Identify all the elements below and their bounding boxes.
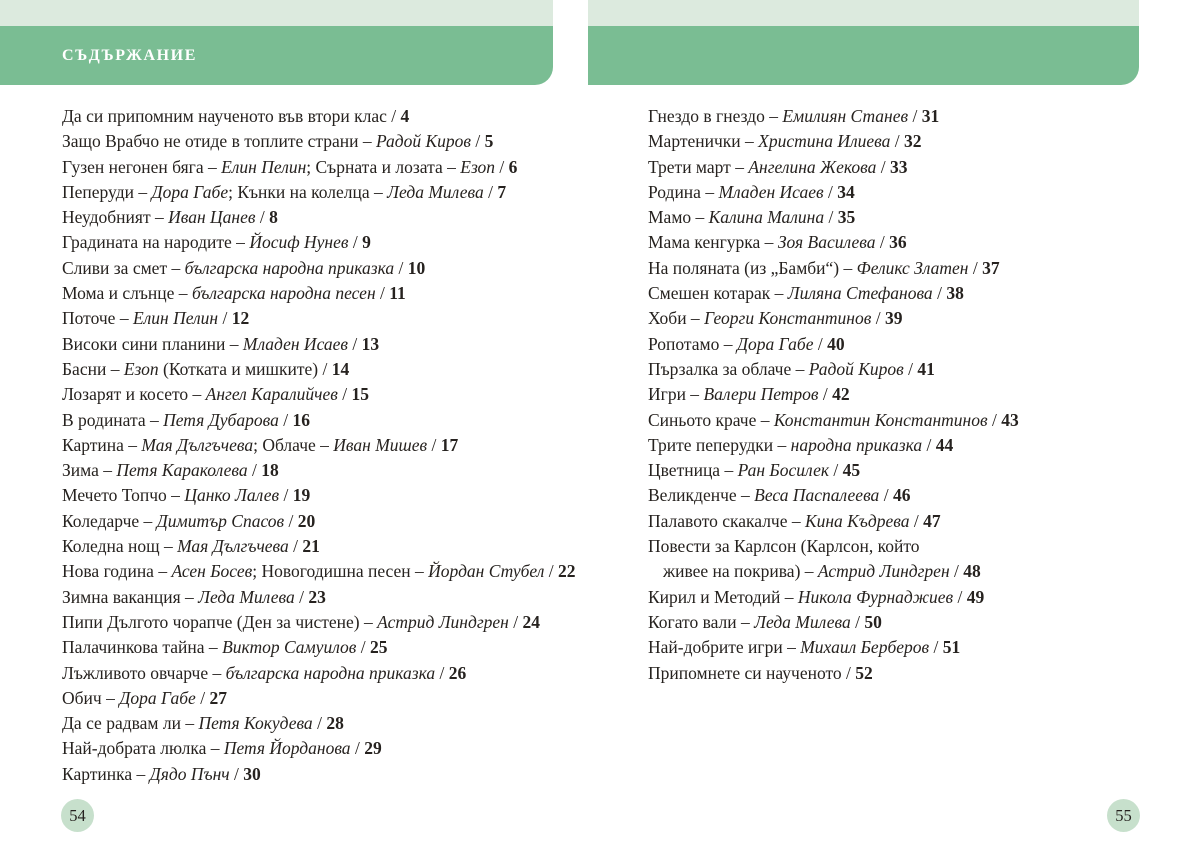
- author-name: Петя Йорданова: [223, 738, 351, 759]
- page-ref: 21: [302, 536, 320, 557]
- toc-entry: [62, 230, 576, 255]
- toc-entry: [62, 205, 576, 230]
- toc-entry: [648, 610, 1019, 635]
- toc-entry: [648, 129, 1019, 154]
- toc-entry: [648, 534, 1019, 559]
- entry-title-text: Обич –: [62, 687, 120, 708]
- page-ref: 42: [832, 384, 850, 405]
- entry-title-text: Пеперуди –: [62, 181, 152, 202]
- toc-column-right: [648, 104, 1019, 686]
- toc-entry: [62, 509, 576, 534]
- entry-title-text: /: [284, 510, 298, 531]
- entry-title-text: Игри –: [648, 384, 704, 405]
- entry-title-text: Мома и слънце –: [62, 283, 192, 304]
- entry-title-text: ; Сърната и лозата –: [306, 156, 461, 177]
- author-name: Петя Дубарова: [163, 409, 279, 430]
- entry-title-text: Коледна нощ –: [62, 536, 178, 557]
- author-name: Иван Цанев: [168, 207, 256, 228]
- header-bar-left: [0, 26, 553, 85]
- author-name: Младен Исаев: [242, 333, 349, 354]
- page-ref: 51: [942, 637, 961, 658]
- entry-title-text: /: [294, 586, 309, 607]
- page-ref: 50: [864, 611, 882, 632]
- entry-title-text: Градината на народите –: [62, 232, 250, 253]
- toc-entry: [648, 256, 1019, 281]
- entry-title-text: Пързалка за облаче –: [648, 358, 809, 379]
- toc-entry: [62, 585, 576, 610]
- author-name: Ангелина Жекова: [748, 156, 877, 177]
- page-ref: 47: [923, 510, 941, 531]
- page-ref: 8: [269, 207, 278, 228]
- entry-title-text: /: [544, 561, 559, 582]
- toc-entry: [648, 483, 1019, 508]
- entry-title-text: /: [229, 763, 244, 784]
- entry-title-text: /: [508, 611, 523, 632]
- page-ref: 12: [231, 308, 250, 329]
- toc-entry: [648, 306, 1019, 331]
- entry-title-text: Да се радвам ли –: [62, 713, 199, 734]
- entry-title-text: Да си припомним наученото във втори клас /: [62, 106, 401, 126]
- author-name: Цанко Лалев: [184, 485, 280, 506]
- author-name: Йордан Стубел: [428, 561, 545, 582]
- author-name: Христина Илиева: [758, 131, 891, 152]
- author-name: Емилиян Станев: [782, 106, 909, 126]
- toc-entry: [648, 559, 1019, 584]
- page-ref: 14: [331, 358, 350, 379]
- page-ref: 18: [261, 460, 279, 481]
- toc-entry: [62, 332, 576, 357]
- toc-entry: [62, 155, 576, 180]
- entry-title-text: Зима –: [62, 460, 117, 481]
- toc-entry: [62, 306, 576, 331]
- entry-title-text: /: [953, 586, 967, 607]
- page-ref: 16: [292, 409, 310, 430]
- page-ref: 45: [842, 460, 861, 481]
- entry-title-text: /: [929, 637, 943, 658]
- page-number-badge-right: 55: [1107, 799, 1140, 832]
- page-ref: 44: [935, 434, 954, 455]
- entry-title-text: /: [470, 131, 485, 152]
- entry-title-text: Великденче –: [648, 485, 755, 506]
- page-ref: 25: [370, 637, 388, 658]
- author-name: Феликс Златен: [856, 257, 969, 278]
- entry-title-text: /: [818, 384, 833, 405]
- toc-entry: [62, 382, 576, 407]
- author-name: Леда Милева: [754, 611, 851, 632]
- author-name: Елин Пелин: [221, 156, 307, 177]
- entry-title-text: Най-добрите игри –: [648, 637, 801, 658]
- toc-entry: [62, 483, 576, 508]
- page-ref: 6: [508, 156, 518, 177]
- author-name: Зоя Василева: [777, 232, 876, 253]
- toc-entry: [62, 736, 576, 761]
- entry-title-text: Родина –: [648, 181, 719, 202]
- entry-title-text: Картинка –: [62, 763, 150, 784]
- entry-title-text: Мартенички –: [648, 131, 759, 152]
- author-name: Леда Милева: [198, 586, 295, 607]
- page-ref: 31: [921, 106, 940, 126]
- entry-title-text: Смешен котарак –: [648, 283, 788, 304]
- author-name: Виктор Самуилов: [222, 637, 357, 658]
- author-name: Асен Босев: [171, 561, 253, 582]
- author-name: Радой Киров: [376, 131, 471, 152]
- header-accent-strip-left: [0, 0, 553, 26]
- author-name: Леда Милева: [387, 181, 484, 202]
- entry-title-text: живее на покрива) –: [663, 561, 818, 582]
- toc-entry: [62, 534, 576, 559]
- toc-entry: [648, 458, 1019, 483]
- author-name: Младен Исаев: [718, 181, 824, 202]
- page-ref: 5: [484, 131, 494, 152]
- page-ref: 23: [308, 586, 326, 607]
- author-name: Петя Кокудева: [198, 713, 313, 734]
- toc-entry: [62, 180, 576, 205]
- entry-title-text: /: [288, 536, 303, 557]
- author-name: Валери Петров: [703, 384, 819, 405]
- entry-title-text: /: [255, 207, 270, 228]
- page-ref: 36: [889, 232, 907, 253]
- page-ref: 9: [362, 232, 371, 253]
- entry-title-text: Синьото краче –: [648, 409, 774, 430]
- page-ref: 48: [963, 561, 981, 582]
- entry-title-text: Високи сини планини –: [62, 333, 243, 354]
- page-ref: 33: [889, 156, 908, 177]
- entry-title-text: Лозарят и косето –: [62, 384, 206, 405]
- toc-entry: [648, 180, 1019, 205]
- author-name: Лиляна Стефанова: [787, 283, 933, 304]
- author-name: Ран Босилек: [737, 460, 830, 481]
- toc-entry: [62, 357, 576, 382]
- author-name: Езоп: [460, 156, 496, 177]
- author-name: Иван Мишев: [333, 434, 428, 455]
- toc-entry: [62, 610, 576, 635]
- entry-title-text: /: [909, 510, 924, 531]
- author-name: Ангел Каралийчев: [205, 384, 338, 405]
- entry-title-text: (Котката и мишките) /: [158, 358, 332, 379]
- entry-title-text: /: [968, 257, 983, 278]
- author-name: Димитър Спасов: [156, 510, 285, 531]
- page-ref: 7: [497, 181, 507, 202]
- author-name: Мая Дългъчева: [141, 434, 254, 455]
- page-ref: 40: [827, 333, 845, 354]
- entry-title-text: /: [375, 283, 390, 304]
- toc-entry: [62, 256, 576, 281]
- header-band-right: [588, 0, 1139, 85]
- entry-title-text: /: [987, 409, 1002, 430]
- author-name: българска народна приказка: [225, 662, 436, 683]
- toc-entry: [62, 129, 576, 154]
- author-name: Дядо Пънч: [149, 763, 230, 784]
- author-name: Кина Къдрева: [805, 510, 910, 531]
- entry-title-text: Пипи Дългото чорапче (Ден за чистене) –: [62, 611, 378, 632]
- entry-title-text: /: [247, 460, 262, 481]
- toc-entry: [648, 509, 1019, 534]
- toc-entry: [648, 332, 1019, 357]
- page-ref: 4: [400, 106, 410, 126]
- entry-title-text: ; Кънки на колелца –: [228, 181, 388, 202]
- author-name: Никола Фурнаджиев: [797, 586, 954, 607]
- page-ref: 13: [361, 333, 380, 354]
- entry-title-text: Хоби –: [648, 308, 705, 329]
- toc-entry: [648, 433, 1019, 458]
- page-ref: 17: [440, 434, 459, 455]
- toc-entry: [648, 155, 1019, 180]
- entry-title-text: Лъжливото овчарче –: [62, 662, 226, 683]
- page-ref: 15: [351, 384, 370, 405]
- entry-title-text: /: [435, 662, 449, 683]
- toc-entry: [648, 205, 1019, 230]
- toc-entry: [648, 408, 1019, 433]
- entry-title-text: Припомнете си наученото /: [648, 662, 856, 683]
- page-ref: 46: [892, 485, 911, 506]
- author-name: Астрид Линдгрен: [377, 611, 509, 632]
- entry-title-text: Палачинкова тайна –: [62, 637, 223, 658]
- toc-entry: [62, 408, 576, 433]
- page-ref: 52: [855, 662, 873, 683]
- entry-title-text: /: [394, 257, 408, 278]
- entry-title-text: /: [356, 637, 371, 658]
- author-name: Астрид Линдгрен: [817, 561, 950, 582]
- header-band-left: [0, 0, 553, 85]
- page-ref: 32: [903, 131, 922, 152]
- author-name: Дора Габе: [736, 333, 814, 354]
- entry-title-text: Картина –: [62, 434, 142, 455]
- entry-title-text: /: [850, 611, 865, 632]
- author-name: Дора Габе: [151, 181, 229, 202]
- page-ref: 19: [292, 485, 311, 506]
- page-ref: 11: [389, 283, 406, 304]
- entry-title-text: /: [278, 409, 293, 430]
- page-ref: 24: [522, 611, 540, 632]
- entry-title-text: Трети март –: [648, 156, 749, 177]
- toc-entry: [62, 104, 576, 129]
- author-name: Константин Константинов: [773, 409, 988, 430]
- page-ref: 27: [209, 687, 227, 708]
- page-ref: 39: [884, 308, 903, 329]
- toc-entry: [648, 661, 1019, 686]
- toc-entry: [648, 104, 1019, 129]
- toc-entry: [62, 686, 576, 711]
- entry-title-text: /: [823, 181, 838, 202]
- toc-entry: [62, 559, 576, 584]
- entry-title-text: Мамо –: [648, 207, 709, 228]
- entry-title-text: /: [427, 434, 441, 455]
- author-name: Елин Пелин: [132, 308, 219, 329]
- toc-entry: [648, 585, 1019, 610]
- entry-title-text: Гнездо в гнездо –: [648, 106, 783, 126]
- entry-title-text: /: [949, 561, 964, 582]
- author-name: Петя Караколева: [116, 460, 248, 481]
- entry-title-text: Басни –: [62, 358, 124, 379]
- author-name: Калина Малина: [708, 207, 825, 228]
- entry-title-text: /: [350, 738, 365, 759]
- toc-entry: [648, 230, 1019, 255]
- author-name: Езоп: [123, 358, 159, 379]
- toc-entry: [648, 281, 1019, 306]
- toc-entry: [648, 357, 1019, 382]
- entry-title-text: /: [312, 713, 327, 734]
- entry-title-text: /: [903, 358, 918, 379]
- entry-title-text: Кирил и Методий –: [648, 586, 798, 607]
- entry-title-text: Гузен негонен бяга –: [62, 156, 222, 177]
- page-ref: 49: [966, 586, 985, 607]
- page-ref: 38: [946, 283, 964, 304]
- entry-title-text: /: [195, 687, 210, 708]
- entry-title-text: /: [348, 232, 363, 253]
- entry-title-text: Зимна ваканция –: [62, 586, 199, 607]
- entry-title-text: Палавото скакалче –: [648, 510, 805, 531]
- author-name: Георги Константинов: [704, 308, 872, 329]
- entry-title-text: На поляната (из „Бамби“) –: [648, 257, 857, 278]
- entry-title-text: Ропотамо –: [648, 333, 737, 354]
- author-name: Михаил Берберов: [800, 637, 930, 658]
- page-ref: 28: [326, 713, 344, 734]
- entry-title-text: Когато вали –: [648, 611, 755, 632]
- entry-title-text: /: [218, 308, 232, 329]
- author-name: българска народна приказка: [184, 257, 395, 278]
- toc-entry: [62, 433, 576, 458]
- page-ref: 20: [297, 510, 316, 531]
- toc-column-left: [62, 104, 576, 787]
- page-ref: 35: [837, 207, 856, 228]
- entry-title-text: /: [829, 460, 843, 481]
- header-accent-strip-right: [588, 0, 1139, 26]
- entry-title-text: Защо Врабчо не отиде в топлите страни –: [62, 131, 377, 152]
- page-ref: 30: [243, 763, 261, 784]
- page-ref: 22: [558, 561, 576, 582]
- page-ref: 26: [448, 662, 467, 683]
- entry-title-text: /: [483, 181, 498, 202]
- entry-title-text: ; Облаче –: [253, 434, 334, 455]
- entry-title-text: /: [495, 156, 509, 177]
- contents-title: СЪДЪРЖАНИЕ: [62, 46, 197, 64]
- entry-title-text: Сливи за смет –: [62, 257, 185, 278]
- entry-title-text: /: [879, 485, 893, 506]
- entry-title-text: /: [922, 434, 936, 455]
- entry-title-text: /: [348, 333, 362, 354]
- entry-title-text: /: [279, 485, 293, 506]
- entry-title-text: /: [871, 308, 885, 329]
- entry-title-text: Поточе –: [62, 308, 133, 329]
- header-bar-right: [588, 26, 1139, 85]
- page-ref: 41: [917, 358, 935, 379]
- entry-title-text: Повести за Карлсон (Карлсон, който: [648, 536, 920, 557]
- toc-entry: [62, 281, 576, 306]
- entry-title-text: Коледарче –: [62, 510, 157, 531]
- entry-title-text: Трите пеперудки –: [648, 434, 791, 455]
- entry-title-text: Мама кенгурка –: [648, 232, 778, 253]
- author-name: Йосиф Нунев: [249, 232, 349, 253]
- toc-entry: [648, 382, 1019, 407]
- entry-title-text: /: [908, 106, 922, 126]
- page-ref: 34: [837, 181, 855, 202]
- toc-entry: [62, 458, 576, 483]
- toc-entry: [62, 711, 576, 736]
- entry-title-text: Неудобният –: [62, 207, 169, 228]
- page-ref: 29: [364, 738, 382, 759]
- entry-title-text: Нова година –: [62, 561, 172, 582]
- author-name: българска народна песен: [191, 283, 376, 304]
- page-ref: 10: [407, 257, 426, 278]
- author-name: народна приказка: [790, 434, 923, 455]
- page-ref: 43: [1001, 409, 1019, 430]
- toc-entry: [62, 762, 576, 787]
- entry-title-text: ; Новогодишна песен –: [252, 561, 429, 582]
- entry-title-text: Цветница –: [648, 460, 738, 481]
- entry-title-text: /: [890, 131, 904, 152]
- entry-title-text: Най-добрата люлка –: [62, 738, 224, 759]
- entry-title-text: Мечето Топчо –: [62, 485, 185, 506]
- toc-entry: [62, 635, 576, 660]
- author-name: Радой Киров: [808, 358, 904, 379]
- author-name: Мая Дългъчева: [177, 536, 289, 557]
- entry-title-text: /: [813, 333, 828, 354]
- entry-title-text: /: [824, 207, 838, 228]
- entry-title-text: /: [875, 232, 890, 253]
- page-number-badge-left: 54: [61, 799, 94, 832]
- entry-title-text: /: [337, 384, 352, 405]
- entry-title-text: В родината –: [62, 409, 164, 430]
- toc-entry: [62, 661, 576, 686]
- page-ref: 37: [982, 257, 1000, 278]
- author-name: Дора Габе: [119, 687, 196, 708]
- author-name: Веса Паспалеева: [754, 485, 880, 506]
- entry-title-text: /: [932, 283, 947, 304]
- entry-title-text: /: [876, 156, 890, 177]
- toc-entry: [648, 635, 1019, 660]
